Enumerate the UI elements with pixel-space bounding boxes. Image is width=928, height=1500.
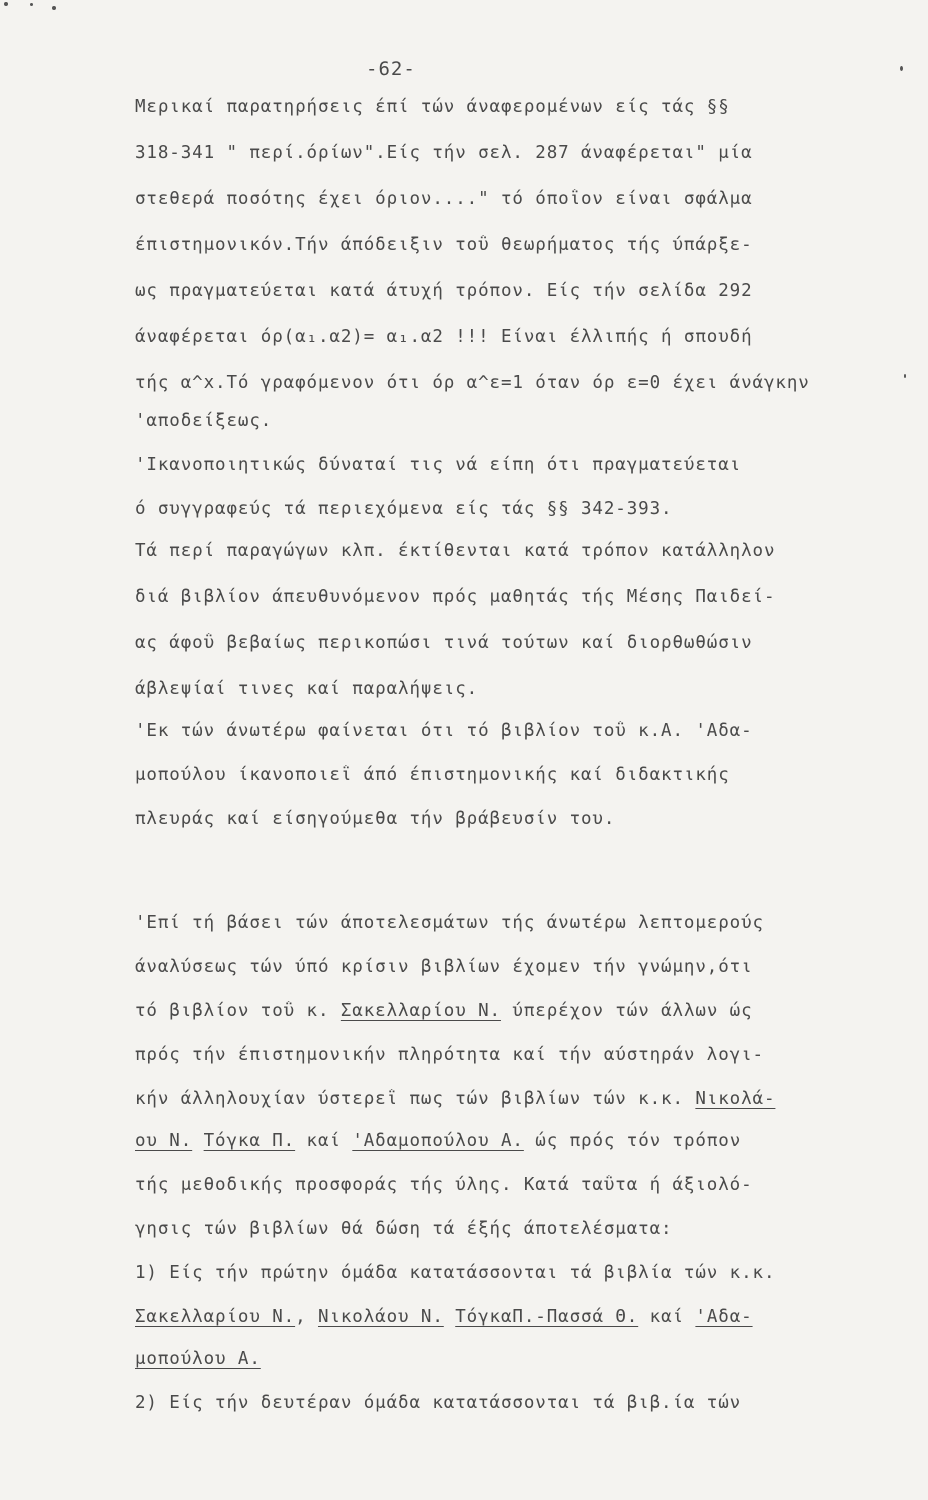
text-line: άναλύσεως τών ύπό κρίσιν βιβλίων έχομεν τήν γνώμην,ότι [135, 957, 753, 977]
text-segment: ύπερέχον τών άλλων ώς [500, 1001, 753, 1021]
text-segment: τό βιβλίον τοΰ κ. [135, 1001, 341, 1021]
text-line: ας άφοΰ βεβαίως περικοπώσι τινά τούτων καί διορθωθώσιν [135, 633, 753, 653]
text-line [135, 1001, 895, 1021]
text-line: άναφέρεται όρ(α₁.α2)= α₁.α2 !!! Είναι έλλιπής ή σπουδή [135, 327, 753, 347]
text-line [135, 1349, 895, 1369]
text-line: πρός τήν έπιστημονικήν πληρότητα καί τήν αύστηράν λογι- [135, 1045, 764, 1065]
scan-speck [4, 2, 8, 6]
author-name: ου Ν. [135, 1131, 193, 1151]
text-line: μοπούλου ίκανοποιεΐ άπό έπιστημονικής καί διδακτικής [135, 765, 730, 785]
author-name: Νικολά- [695, 1089, 776, 1109]
text-line: Μερικαί παρατηρήσεις έπί τών άναφερομένων είς τάς §§ [135, 97, 730, 117]
text-segment: καί [638, 1307, 696, 1327]
text-line [135, 1131, 895, 1151]
text-segment: καί [295, 1131, 353, 1151]
text-line: διά βιβλίον άπευθυνόμενον πρός μαθητάς τής Μέσης Παιδεί- [135, 587, 776, 607]
page-number: -62- [366, 58, 416, 80]
text-line: Τά περί παραγώγων κλπ. έκτίθενται κατά τρόπον κατάλληλον [135, 541, 776, 561]
text-line: άβλεψίαί τινες καί παραλήψεις. [135, 679, 479, 699]
text-line: τής α^x.Τό γραφόμενον ότι όρ α^ε=1 όταν όρ ε=0 έχει άνάγκην [135, 373, 810, 393]
author-name: Σακελλαρίου Ν. [135, 1307, 296, 1327]
text-line: ως πραγματεύεται κατά άτυχή τρόπον. Είς τήν σελίδα 292 [135, 281, 753, 301]
text-line: πλευράς καί είσηγούμεθα τήν βράβευσίν του. [135, 809, 616, 829]
text-segment: , [295, 1307, 318, 1327]
text-line: 'Επί τή βάσει τών άποτελεσμάτων τής άνωτέρω λεπτομερούς [135, 913, 764, 933]
scan-speck [900, 66, 903, 71]
text-line: γησις τών βιβλίων θά δώση τά έξής άποτελέσματα: [135, 1219, 673, 1239]
list-item: 1) Είς τήν πρώτην όμάδα κατατάσσονται τά βιβλία τών κ.κ. [135, 1263, 776, 1283]
text-segment: ώς πρός τόν τρόπον [523, 1131, 742, 1151]
text-line: 318-341 " περί.όρίων".Είς τήν σελ. 287 άναφέρεται" μία [135, 143, 753, 163]
author-name: 'Αδαμοπούλου Α. [352, 1131, 524, 1151]
scan-speck [904, 374, 906, 378]
text-segment: κήν άλληλουχίαν ύστερεΐ πως τών βιβλίων τών κ.κ. [135, 1089, 696, 1109]
author-name: Νικολάου Ν. [317, 1307, 444, 1327]
text-line: τής μεθοδικής προσφοράς τής ύλης. Κατά ταΰτα ή άξιολό- [135, 1175, 753, 1195]
author-name: Τόγκα Π. [203, 1131, 296, 1151]
text-line [135, 1089, 895, 1109]
text-line: 'Ικανοποιητικώς δύναταί τις νά είπη ότι πραγματεύεται [135, 455, 742, 475]
author-name: ΤόγκαΠ.-Πασσά Θ. [455, 1307, 639, 1327]
author-name: Σακελλαρίου Ν. [340, 1001, 501, 1021]
author-name: μοπούλου Α. [135, 1349, 261, 1369]
list-item: 2) Είς τήν δευτέραν όμάδα κατατάσσονται τά βιβ.ία τών [135, 1393, 742, 1413]
text-line: ό συγγραφεύς τά περιεχόμενα είς τάς §§ 342-393. [135, 499, 673, 519]
text-line: 'αποδείξεως. [135, 411, 273, 431]
scan-speck [52, 6, 56, 10]
text-segment [444, 1307, 455, 1327]
scan-speck [30, 3, 33, 6]
text-line: 'Εκ τών άνωτέρω φαίνεται ότι τό βιβλίον τοΰ κ.Α. 'Αδα- [135, 721, 753, 741]
text-line: στεθερά ποσότης έχει όριον...." τό όποΐον είναι σφάλμα [135, 189, 753, 209]
author-name: 'Αδα- [695, 1307, 753, 1327]
text-segment [192, 1131, 203, 1151]
text-line [135, 1307, 895, 1327]
text-line: έπιστημονικόν.Τήν άπόδειξιν τοΰ θεωρήματος τής ύπάρξε- [135, 235, 753, 255]
